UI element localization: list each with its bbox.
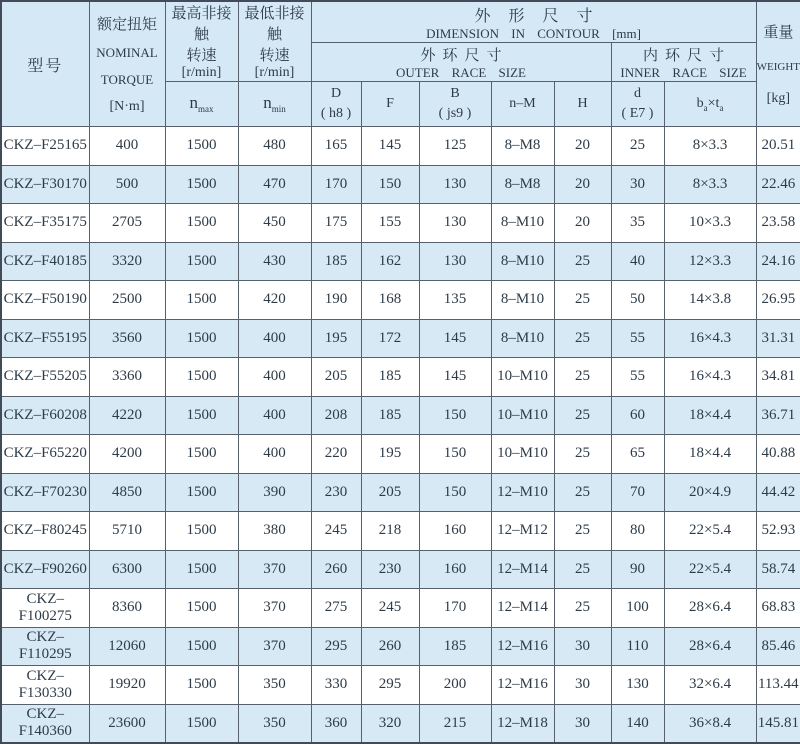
cell-B: 150 (419, 473, 491, 512)
cell-bt: 18×4.4 (664, 396, 756, 435)
cell-D: 175 (311, 204, 361, 243)
cell-B: 135 (419, 281, 491, 320)
header-nmax-symbol: $n_{max}$ (165, 82, 238, 127)
header-col-D: D ( h8 ) (311, 82, 361, 127)
header-col-B: B ( js9 ) (419, 82, 491, 127)
cell-model: CKZ–F110295 (1, 627, 89, 666)
cell-H: 30 (554, 666, 611, 705)
table-row (1, 281, 800, 320)
cell-nM: 8–M10 (491, 319, 554, 358)
cell-H: 25 (554, 358, 611, 397)
header-nmax-unit: [r/min] (181, 65, 222, 80)
cell-nmin: 350 (238, 666, 311, 705)
cell-H: 20 (554, 204, 611, 243)
cell-torque: 4220 (89, 396, 165, 435)
cell-bt: 18×4.4 (664, 435, 756, 474)
cell-d: 55 (611, 358, 664, 397)
cell-nmax: 1500 (165, 281, 238, 320)
cell-torque: 2705 (89, 204, 165, 243)
cell-D: 185 (311, 242, 361, 281)
cell-H: 30 (554, 704, 611, 743)
header-nmax-cn1: 最高非接触 (171, 6, 232, 43)
cell-nmax: 1500 (165, 627, 238, 666)
cell-nM: 8–M8 (491, 165, 554, 204)
cell-H: 25 (554, 281, 611, 320)
cell-D: 208 (311, 396, 361, 435)
header-inner-en: INNER RACE SIZE (620, 64, 747, 80)
cell-model: CKZ–F55195 (1, 319, 89, 358)
cell-B: 215 (419, 704, 491, 743)
cell-nM: 12–M14 (491, 589, 554, 628)
header-nmin-title (238, 1, 311, 82)
cell-weight: 145.81 (756, 704, 800, 743)
cell-d: 55 (611, 319, 664, 358)
cell-weight: 52.93 (756, 512, 800, 551)
header-outer-cn: 外环尺寸 (420, 47, 509, 64)
cell-nmin: 400 (238, 358, 311, 397)
header-torque-cn: 额定扭矩 (96, 17, 157, 33)
cell-nM: 12–M12 (491, 512, 554, 551)
cell-bt: 20×4.9 (664, 473, 756, 512)
cell-nmax: 1500 (165, 319, 238, 358)
header-torque-unit: [N·m] (109, 99, 145, 114)
header-col-nM: n–M (491, 82, 554, 127)
table-row (1, 627, 800, 666)
cell-F: 168 (361, 281, 419, 320)
cell-weight: 31.31 (756, 319, 800, 358)
header-inner-race (611, 43, 756, 82)
cell-model: CKZ–F25165 (1, 127, 89, 166)
cell-bt: 22×5.4 (664, 550, 756, 589)
header-nmin-unit: [r/min] (254, 65, 295, 80)
cell-bt: 36×8.4 (664, 704, 756, 743)
cell-d: 65 (611, 435, 664, 474)
cell-torque: 3360 (89, 358, 165, 397)
cell-torque: 500 (89, 165, 165, 204)
header-weight-cn: 重量 (763, 24, 794, 41)
cell-H: 25 (554, 512, 611, 551)
cell-nM: 12–M14 (491, 550, 554, 589)
cell-B: 170 (419, 589, 491, 628)
cell-model: CKZ–F35175 (1, 204, 89, 243)
header-dimension (311, 1, 756, 43)
cell-d: 110 (611, 627, 664, 666)
cell-D: 190 (311, 281, 361, 320)
header-dimension-en: DIMENSION IN CONTOUR [mm] (426, 25, 641, 41)
cell-D: 330 (311, 666, 361, 705)
cell-H: 25 (554, 589, 611, 628)
cell-nmax: 1500 (165, 358, 238, 397)
table-row (1, 242, 800, 281)
cell-F: 155 (361, 204, 419, 243)
table-row (1, 666, 800, 705)
cell-torque: 2500 (89, 281, 165, 320)
cell-H: 25 (554, 396, 611, 435)
header-dimension-cn: 外形尺寸 (474, 7, 611, 25)
cell-torque: 5710 (89, 512, 165, 551)
cell-nM: 10–M10 (491, 358, 554, 397)
cell-d: 140 (611, 704, 664, 743)
cell-nmax: 1500 (165, 666, 238, 705)
cell-B: 160 (419, 550, 491, 589)
cell-F: 218 (361, 512, 419, 551)
cell-bt: 22×5.4 (664, 512, 756, 551)
cell-d: 60 (611, 396, 664, 435)
cell-bt: 14×3.8 (664, 281, 756, 320)
cell-weight: 22.46 (756, 165, 800, 204)
cell-nmin: 350 (238, 704, 311, 743)
cell-H: 25 (554, 473, 611, 512)
cell-weight: 40.88 (756, 435, 800, 474)
cell-nmin: 450 (238, 204, 311, 243)
header-col-bt: $b_a\times t_a$ (664, 82, 756, 127)
table-row (1, 435, 800, 474)
cell-nM: 8–M8 (491, 127, 554, 166)
cell-H: 30 (554, 627, 611, 666)
cell-nmin: 390 (238, 473, 311, 512)
cell-bt: 8×3.3 (664, 165, 756, 204)
header-torque-en1: NOMINAL (96, 45, 158, 60)
cell-weight: 20.51 (756, 127, 800, 166)
cell-B: 145 (419, 319, 491, 358)
cell-nmax: 1500 (165, 242, 238, 281)
cell-B: 150 (419, 435, 491, 474)
cell-d: 80 (611, 512, 664, 551)
cell-nmax: 1500 (165, 473, 238, 512)
cell-B: 130 (419, 204, 491, 243)
table-row (1, 165, 800, 204)
cell-weight: 26.95 (756, 281, 800, 320)
cell-H: 20 (554, 165, 611, 204)
cell-B: 145 (419, 358, 491, 397)
header-nmax-cn2: 转速 (186, 48, 217, 64)
cell-nmax: 1500 (165, 127, 238, 166)
header-weight-en: WEIGHT (756, 60, 800, 73)
cell-torque: 3560 (89, 319, 165, 358)
cell-nM: 12–M16 (491, 666, 554, 705)
table-row (1, 396, 800, 435)
cell-F: 195 (361, 435, 419, 474)
cell-D: 360 (311, 704, 361, 743)
cell-nmin: 380 (238, 512, 311, 551)
cell-weight: 23.58 (756, 204, 800, 243)
cell-F: 320 (361, 704, 419, 743)
cell-F: 185 (361, 358, 419, 397)
header-nmin-symbol: $n_{min}$ (238, 82, 311, 127)
header-nmin-cn1: 最低非接触 (244, 6, 305, 43)
cell-H: 25 (554, 319, 611, 358)
cell-nM: 10–M10 (491, 396, 554, 435)
cell-weight: 58.74 (756, 550, 800, 589)
cell-d: 100 (611, 589, 664, 628)
table-row (1, 589, 800, 628)
header-outer-en: OUTER RACE SIZE (396, 64, 526, 80)
cell-bt: 28×6.4 (664, 589, 756, 628)
cell-torque: 19920 (89, 666, 165, 705)
cell-torque: 3320 (89, 242, 165, 281)
cell-d: 35 (611, 204, 664, 243)
table-row (1, 204, 800, 243)
cell-model: CKZ–F40185 (1, 242, 89, 281)
cell-nmax: 1500 (165, 704, 238, 743)
cell-nmin: 370 (238, 550, 311, 589)
cell-bt: 28×6.4 (664, 627, 756, 666)
cell-model: CKZ–F30170 (1, 165, 89, 204)
table-row (1, 473, 800, 512)
cell-F: 162 (361, 242, 419, 281)
table-row (1, 512, 800, 551)
cell-nM: 8–M10 (491, 281, 554, 320)
cell-D: 295 (311, 627, 361, 666)
table-row (1, 319, 800, 358)
table-row (1, 704, 800, 743)
cell-nM: 12–M16 (491, 627, 554, 666)
cell-nmax: 1500 (165, 396, 238, 435)
header-col-F: F (361, 82, 419, 127)
cell-nmin: 420 (238, 281, 311, 320)
cell-nmax: 1500 (165, 512, 238, 551)
cell-bt: 10×3.3 (664, 204, 756, 243)
cell-model: CKZ–F55205 (1, 358, 89, 397)
cell-nmax: 1500 (165, 550, 238, 589)
header-nmin-cn2: 转速 (259, 48, 290, 64)
cell-D: 275 (311, 589, 361, 628)
cell-d: 90 (611, 550, 664, 589)
table-row (1, 358, 800, 397)
cell-B: 160 (419, 512, 491, 551)
cell-F: 230 (361, 550, 419, 589)
header-nominal-torque (89, 1, 165, 127)
cell-d: 70 (611, 473, 664, 512)
cell-d: 25 (611, 127, 664, 166)
cell-nmin: 430 (238, 242, 311, 281)
cell-model: CKZ–F50190 (1, 281, 89, 320)
cell-B: 185 (419, 627, 491, 666)
cell-B: 150 (419, 396, 491, 435)
cell-weight: 44.42 (756, 473, 800, 512)
cell-d: 30 (611, 165, 664, 204)
cell-bt: 16×4.3 (664, 358, 756, 397)
cell-D: 205 (311, 358, 361, 397)
cell-torque: 8360 (89, 589, 165, 628)
cell-nM: 8–M10 (491, 242, 554, 281)
cell-nmax: 1500 (165, 435, 238, 474)
cell-B: 130 (419, 242, 491, 281)
cell-F: 260 (361, 627, 419, 666)
cell-weight: 34.81 (756, 358, 800, 397)
cell-weight: 24.16 (756, 242, 800, 281)
cell-torque: 12060 (89, 627, 165, 666)
cell-bt: 12×3.3 (664, 242, 756, 281)
cell-model: CKZ–F65220 (1, 435, 89, 474)
cell-model: CKZ–F140360 (1, 704, 89, 743)
cell-B: 200 (419, 666, 491, 705)
cell-nmin: 470 (238, 165, 311, 204)
cell-F: 245 (361, 589, 419, 628)
cell-nM: 12–M18 (491, 704, 554, 743)
header-nmax-title (165, 1, 238, 82)
cell-nmin: 400 (238, 319, 311, 358)
cell-nmax: 1500 (165, 589, 238, 628)
cell-weight: 36.71 (756, 396, 800, 435)
header-col-d: d ( E7 ) (611, 82, 664, 127)
cell-D: 165 (311, 127, 361, 166)
cell-F: 185 (361, 396, 419, 435)
cell-nmax: 1500 (165, 204, 238, 243)
cell-nmax: 1500 (165, 165, 238, 204)
cell-D: 220 (311, 435, 361, 474)
cell-nmin: 480 (238, 127, 311, 166)
cell-F: 172 (361, 319, 419, 358)
table-row (1, 550, 800, 589)
cell-F: 205 (361, 473, 419, 512)
cell-model: CKZ–F90260 (1, 550, 89, 589)
table-row (1, 127, 800, 166)
header-inner-cn: 内环尺寸 (643, 47, 732, 64)
cell-D: 260 (311, 550, 361, 589)
cell-model: CKZ–F80245 (1, 512, 89, 551)
cell-B: 130 (419, 165, 491, 204)
header-torque-en2: TORQUE (100, 72, 154, 87)
cell-model: CKZ–F130330 (1, 666, 89, 705)
header-weight (756, 1, 800, 127)
cell-model: CKZ–F60208 (1, 396, 89, 435)
cell-nM: 12–M10 (491, 473, 554, 512)
cell-H: 25 (554, 242, 611, 281)
header-model-label: 型号 (27, 57, 64, 75)
table-header (1, 1, 800, 127)
cell-torque: 4200 (89, 435, 165, 474)
cell-nmin: 370 (238, 589, 311, 628)
cell-nmin: 400 (238, 435, 311, 474)
cell-H: 20 (554, 127, 611, 166)
cell-bt: 32×6.4 (664, 666, 756, 705)
cell-nmin: 370 (238, 627, 311, 666)
cell-nM: 10–M10 (491, 435, 554, 474)
header-weight-unit: [kg] (766, 91, 790, 107)
cell-weight: 113.44 (756, 666, 800, 705)
cell-weight: 68.83 (756, 589, 800, 628)
cell-bt: 16×4.3 (664, 319, 756, 358)
cell-bt: 8×3.3 (664, 127, 756, 166)
cell-torque: 4850 (89, 473, 165, 512)
cell-D: 245 (311, 512, 361, 551)
cell-B: 125 (419, 127, 491, 166)
cell-torque: 23600 (89, 704, 165, 743)
cell-F: 295 (361, 666, 419, 705)
cell-d: 130 (611, 666, 664, 705)
header-model (1, 1, 89, 127)
cell-D: 230 (311, 473, 361, 512)
cell-D: 195 (311, 319, 361, 358)
header-outer-race (311, 43, 611, 82)
cell-nM: 8–M10 (491, 204, 554, 243)
cell-torque: 400 (89, 127, 165, 166)
cell-d: 50 (611, 281, 664, 320)
cell-nmin: 400 (238, 396, 311, 435)
cell-model: CKZ–F100275 (1, 589, 89, 628)
header-col-H: H (554, 82, 611, 127)
cell-F: 145 (361, 127, 419, 166)
cell-F: 150 (361, 165, 419, 204)
cell-model: CKZ–F70230 (1, 473, 89, 512)
cell-weight: 85.46 (756, 627, 800, 666)
cell-D: 170 (311, 165, 361, 204)
table-body (1, 127, 800, 743)
cell-d: 40 (611, 242, 664, 281)
cell-torque: 6300 (89, 550, 165, 589)
cell-H: 25 (554, 435, 611, 474)
cell-H: 25 (554, 550, 611, 589)
